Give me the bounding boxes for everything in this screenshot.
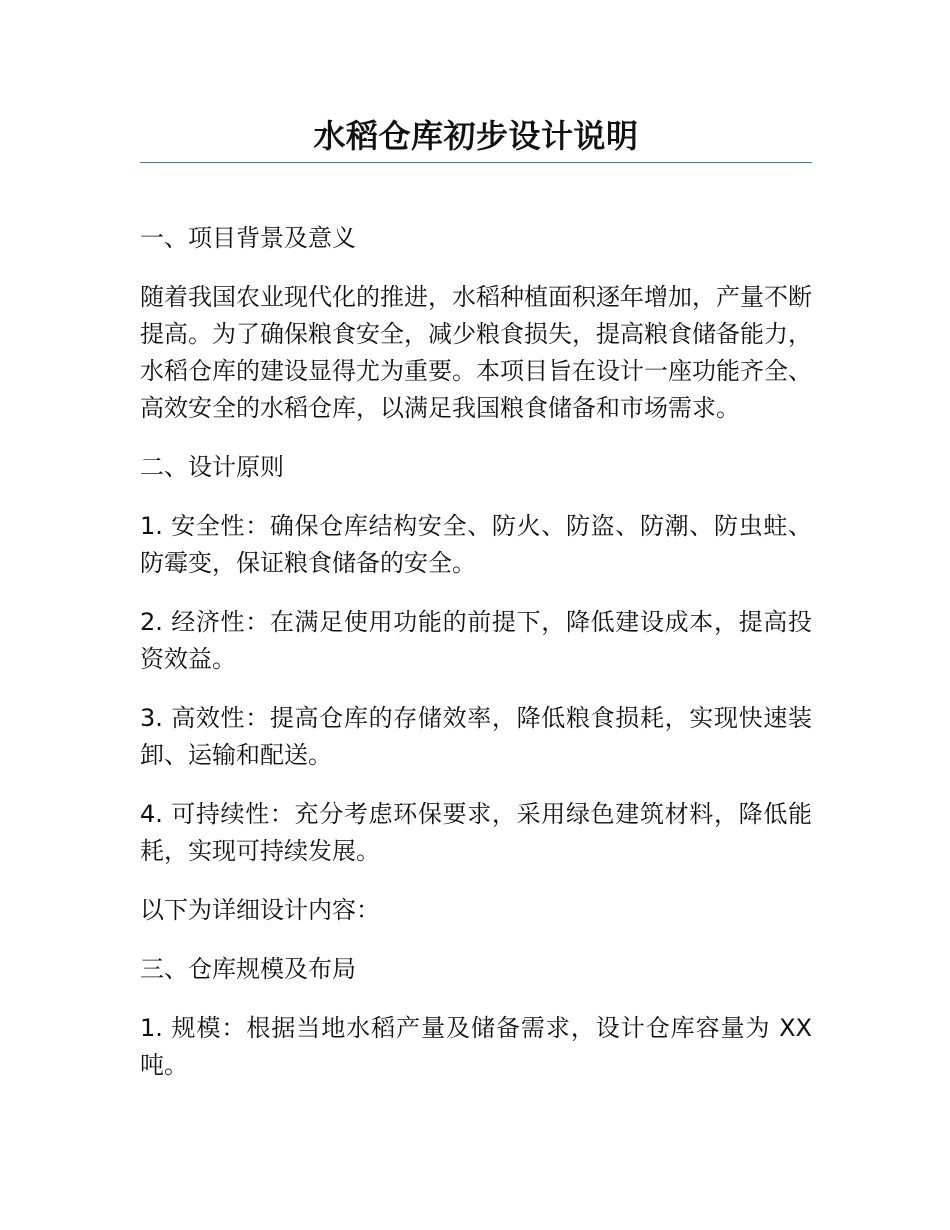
- section-heading-background: 一、项目背景及意义: [140, 224, 356, 252]
- document-title: 水稻仓库初步设计说明: [313, 117, 639, 155]
- background-paragraph: 随着我国农业现代化的推进，水稻种植面积逐年增加，产量不断提高。为了确保粮食安全，减少粮食损失，提高粮食储备能力，水稻仓库的建设显得尤为重要。本项目旨在设计一座功能齐全、高效安全的水稻仓库，以满足我国粮食储备和市场需求。: [140, 283, 812, 422]
- principle-economy: 2. 经济性：在满足使用功能的前提下，降低建设成本，提高投资效益。: [140, 608, 812, 673]
- detail-intro: 以下为详细设计内容：: [140, 896, 380, 924]
- principle-sustainability: 4. 可持续性：充分考虑环保要求，采用绿色建筑材料，降低能耗，实现可持续发展。: [140, 800, 812, 865]
- title-divider: [140, 162, 812, 163]
- principle-safety: 1. 安全性：确保仓库结构安全、防火、防盗、防潮、防虫蛀、防霉变，保证粮食储备的安全。: [140, 512, 812, 577]
- section-heading-principles: 二、设计原则: [140, 453, 284, 481]
- section-heading-scale-layout: 三、仓库规模及布局: [140, 955, 356, 983]
- scale-paragraph: 1. 规模：根据当地水稻产量及储备需求，设计仓库容量为 XX 吨。: [140, 1014, 812, 1079]
- document-body: [140, 220, 812, 1106]
- document-page: [140, 0, 812, 1230]
- principle-efficiency: 3. 高效性：提高仓库的存储效率，降低粮食损耗，实现快速装卸、运输和配送。: [140, 704, 812, 769]
